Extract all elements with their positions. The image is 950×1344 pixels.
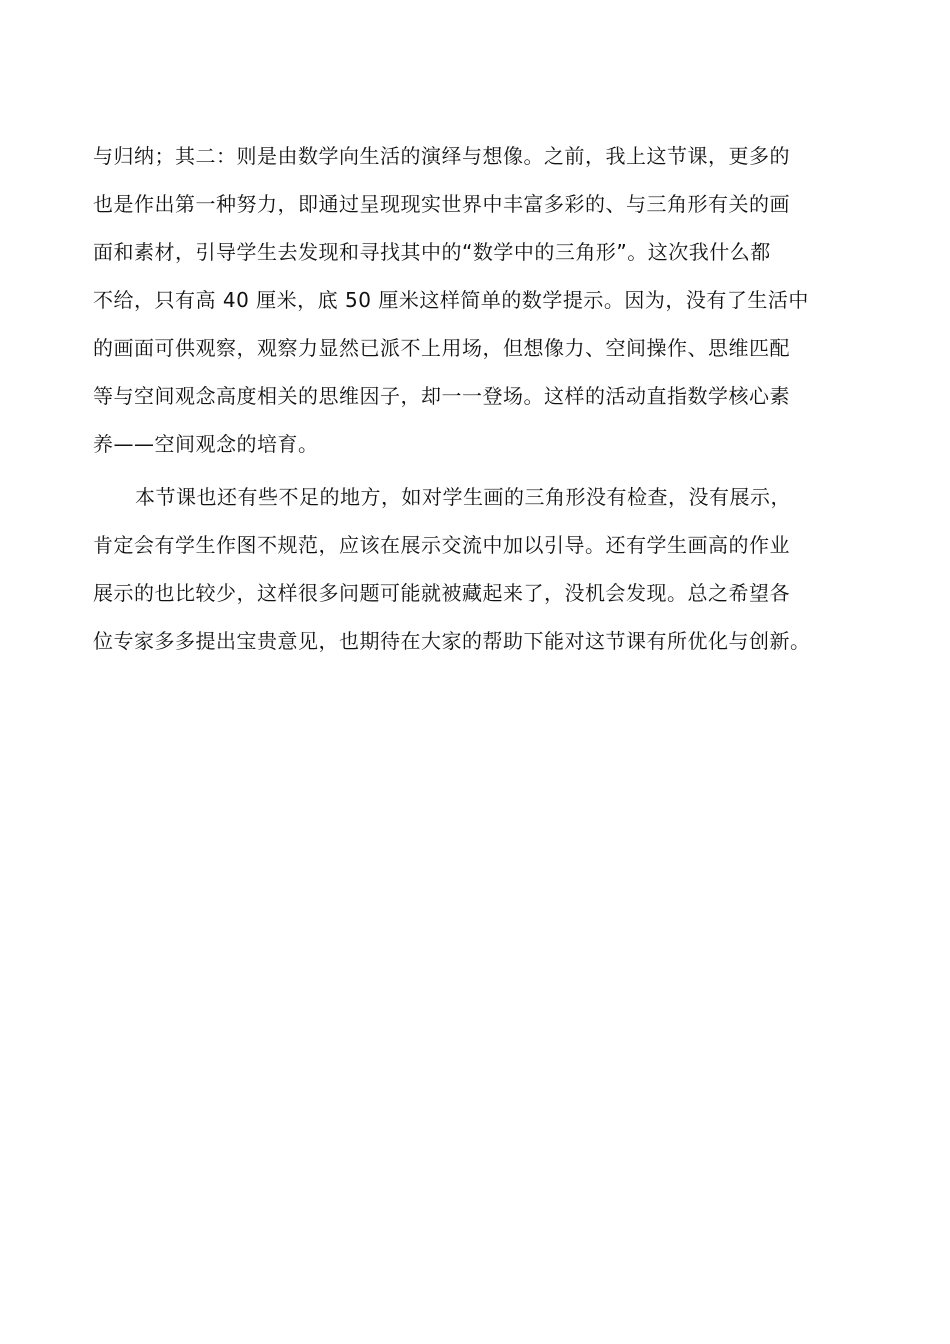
text-line: 面和素材，引导学生去发现和寻找其中的“数学中的三角形”。这次我什么都 — [93, 240, 771, 264]
text-line: 与归纳；其二：则是由数学向生活的演绎与想像。之前，我上这节课，更多的 — [93, 144, 790, 168]
paragraph-1 — [93, 132, 863, 468]
text-line: 养——空间观念的培育。 — [93, 432, 319, 456]
body-text — [93, 132, 863, 665]
text-line: 等与空间观念高度相关的思维因子，却一一登场。这样的活动直指数学核心素 — [93, 384, 790, 408]
text-line: 也是作出第一种努力，即通过呈现现实世界中丰富多彩的、与三角形有关的画 — [93, 192, 790, 216]
text-line: 位专家多多提出宝贵意见，也期待在大家的帮助下能对这节课有所优化与创新。 — [93, 629, 811, 653]
paragraph-2 — [93, 473, 863, 665]
text-line: 不给，只有高 40 厘米，底 50 厘米这样简单的数学提示。因为，没有了生活中 — [93, 288, 809, 312]
text-line: 肯定会有学生作图不规范，应该在展示交流中加以引导。还有学生画高的作业 — [93, 533, 790, 557]
text-line: 展示的也比较少，这样很多问题可能就被藏起来了，没机会发现。总之希望各 — [93, 581, 790, 605]
text-line: 本节课也还有些不足的地方，如对学生画的三角形没有检查，没有展示， — [135, 485, 791, 509]
text-line: 的画面可供观察，观察力显然已派不上用场，但想像力、空间操作、思维匹配 — [93, 336, 790, 360]
